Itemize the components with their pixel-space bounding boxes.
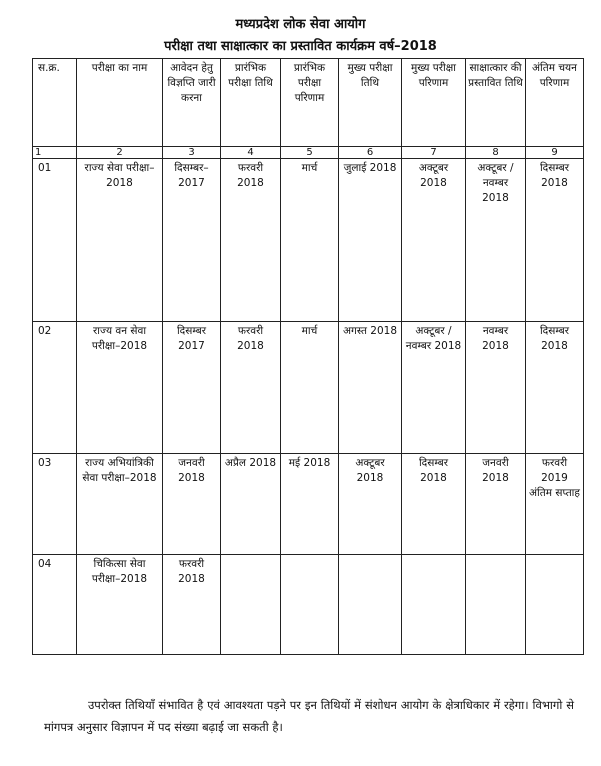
header-cell: मुख्य परीक्षा परिणाम [402, 59, 466, 147]
schedule-table [32, 58, 584, 655]
header-cell: मुख्य परीक्षा तिथि [339, 59, 402, 147]
table-cell: जुलाई 2018 [339, 159, 402, 322]
page-title: मध्यप्रदेश लोक सेवा आयोग [235, 17, 366, 32]
table-cell [281, 555, 339, 655]
table-cell: दिसम्बर 2018 [402, 454, 466, 555]
table-cell: नवम्बर 2018 [466, 322, 526, 454]
table-cell: जनवरी 2018 [466, 454, 526, 555]
table-cell: अगस्त 2018 [339, 322, 402, 454]
table-cell: दिसम्बर 2018 [526, 159, 584, 322]
table-cell: 03 [33, 454, 77, 555]
column-number: 9 [526, 147, 584, 159]
table-cell: 04 [33, 555, 77, 655]
column-number: 8 [466, 147, 526, 159]
header-cell: प्रारंभिक परीक्षा तिथि [221, 59, 281, 147]
table-row [33, 159, 584, 322]
table-cell: चिकित्सा सेवा परीक्षा–2018 [77, 555, 163, 655]
column-number: 6 [339, 147, 402, 159]
table-cell: दिसम्बर 2017 [163, 322, 221, 454]
table-cell: अक्टूबर / नवम्बर 2018 [466, 159, 526, 322]
column-number: 3 [163, 147, 221, 159]
table-cell: दिसम्बर 2018 [526, 322, 584, 454]
column-number: 7 [402, 147, 466, 159]
table-cell: 02 [33, 322, 77, 454]
table-cell: जनवरी 2018 [163, 454, 221, 555]
header-row [33, 59, 584, 147]
footer-note [44, 694, 574, 738]
table-cell: अप्रैल 2018 [221, 454, 281, 555]
table-cell [526, 555, 584, 655]
table-cell: अक्टूबर / नवम्बर 2018 [402, 322, 466, 454]
table-cell: फरवरी 2019 अंतिम सप्ताह [526, 454, 584, 555]
column-number: 1 [33, 147, 77, 159]
table-cell [339, 555, 402, 655]
column-number: 4 [221, 147, 281, 159]
header-cell: स.क्र. [33, 59, 77, 147]
table-cell: मार्च [281, 159, 339, 322]
table-cell: राज्य सेवा परीक्षा–2018 [77, 159, 163, 322]
table-cell: अक्टूबर 2018 [402, 159, 466, 322]
table-cell [221, 555, 281, 655]
column-number: 2 [77, 147, 163, 159]
table-cell: मई 2018 [281, 454, 339, 555]
header-cell: आवेदन हेतु विज्ञप्ति जारी करना [163, 59, 221, 147]
footer-note-text: उपरोक्त तिथियाँ संभावित है एवं आवश्यता पड़ने पर इन तिथियों में संशोधन आयोग के क्षेत्राधिकार में रहेगा। विभागो से मांगपत्र अनुसार विज्ञापन में पद संख्या बढ़ाई जा सकती है। [44, 698, 574, 734]
table-cell: 01 [33, 159, 77, 322]
header-cell: अंतिम चयन परिणाम [526, 59, 584, 147]
header-cell: परीक्षा का नाम [77, 59, 163, 147]
table-cell: फरवरी 2018 [163, 555, 221, 655]
table-cell: अक्टूबर 2018 [339, 454, 402, 555]
table-cell [402, 555, 466, 655]
table-cell [466, 555, 526, 655]
table-row [33, 555, 584, 655]
table-row [33, 454, 584, 555]
table-row [33, 322, 584, 454]
column-number: 5 [281, 147, 339, 159]
header-cell: प्रारंभिक परीक्षा परिणाम [281, 59, 339, 147]
table-cell: फरवरी 2018 [221, 322, 281, 454]
table-cell: राज्य वन सेवा परीक्षा–2018 [77, 322, 163, 454]
table-cell: दिसम्बर–2017 [163, 159, 221, 322]
page-subtitle: परीक्षा तथा साक्षात्कार का प्रस्तावित कार्यक्रम वर्ष–2018 [164, 39, 437, 54]
table-cell: फरवरी 2018 [221, 159, 281, 322]
header-cell: साक्षात्कार की प्रस्तावित तिथि [466, 59, 526, 147]
column-number-row [33, 147, 584, 159]
table-cell: राज्य अभियांत्रिकी सेवा परीक्षा–2018 [77, 454, 163, 555]
table-cell: मार्च [281, 322, 339, 454]
